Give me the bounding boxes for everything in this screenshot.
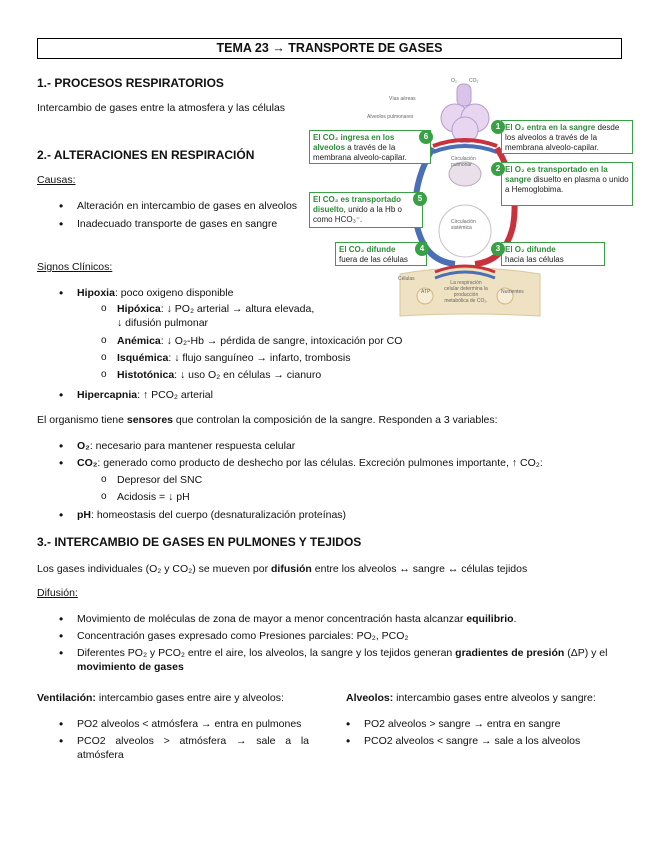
sensores-text: El organismo tiene sensores que controlan la composición de la sangre. Responden a 3 variables: [37,414,498,426]
step-1-badge: 1 [491,120,505,134]
list-item: • PO2 alveolos > sangre → entra en sangre [324,717,634,731]
ventilacion-list [37,717,309,762]
callout-1: El O₂ entra en la sangre desde los alveolos a través de la membrana alveolo-capilar. [501,120,633,154]
list-item: • Hipoxia: poco oxigeno disponible [37,286,597,300]
causas-list [37,199,299,231]
step-4-badge: 4 [415,242,429,256]
list-item: o Anémica: ↓ O₂-Hb → pérdida de sangre, intoxicación por CO [77,334,597,348]
list-item: o Isquémica: ↓ flujo sanguíneo → infarto, trombosis [77,351,597,365]
co2-sublist [77,473,477,504]
section-2-heading: 2.- ALTERACIONES EN RESPIRACIÓN [37,148,255,162]
ph-list [37,508,637,522]
list-item: o Histotónica: ↓ uso O₂ en células → cianuro [77,368,597,382]
section-3-heading: 3.- INTERCAMBIO DE GASES EN PULMONES Y TEJIDOS [37,535,362,549]
list-item: • PO2 alveolos < atmósfera → entra en pulmones [37,717,309,731]
list-item: • pH: homeostasis del cuerpo (desnaturalización proteínas) [37,508,637,522]
callout-6: El CO₂ ingresa en los alveolos a través de la membrana alveolo-capilar. [309,130,431,164]
causas-label: Causas: [37,174,76,186]
step-2-badge: 2 [491,162,505,176]
label-circ-pulmonar: Circulación pulmonar [451,156,476,168]
list-item: • Diferentes PO₂ y PCO₂ entre el aire, los alveolos, la sangre y los tejidos generan gradientes de presión (ΔP) y el movimiento de gases [37,646,627,674]
callout-3: El O₂ difunde hacia las células [501,242,605,266]
page-title: TEMA 23 → TRANSPORTE DE GASES [37,38,622,59]
label-o2-top: O₂ [451,78,457,84]
label-nutrientes: Nutrientes [501,289,524,295]
step-3-badge: 3 [491,242,505,256]
list-item: • PCO2 alveolos > atmósfera → sale a la atmósfera [37,734,309,762]
list-item: • Concentración gases expresado como Presiones parciales: PO₂, PCO₂ [37,629,627,643]
callout-2: El O₂ es transportado en la sangre disuelto en plasma o unido a Hemoglobima. [501,162,633,206]
alveolos-heading: Alveolos: intercambio gases entre alveolos y sangre: [346,692,596,704]
label-alveolos: Alveolos pulmonares [367,114,414,120]
alveolos-list [324,717,634,748]
label-vias: Vías aéreas [389,96,416,102]
difusion-label: Difusión: [37,587,78,599]
list-item: • Inadecuado transporte de gases en sangre [37,217,299,231]
list-item: • O₂: necesario para mantener respuesta celular [37,439,637,453]
step-5-badge: 5 [413,192,427,206]
ventilacion-heading: Ventilación: intercambio gases entre aire y alveolos: [37,692,284,704]
list-item: • Movimiento de moléculas de zona de mayor a menor concentración hasta alcanzar equilibrio. [37,612,627,626]
label-circ-sistemica: Circulación sistémica [451,219,476,231]
difusion-list [37,612,627,674]
list-item: • Hipercapnia: ↑ PCO₂ arterial [37,388,597,402]
list-item: o Hipóxica: ↓ PO₂ arterial → altura elevada, ↓ difusión pulmonar [77,302,317,333]
gas-transport-figure [305,76,635,320]
callout-5: El CO₂ es transportado disuelto, unido a la Hb o como HCO₃⁻. [309,192,423,228]
label-respiracion: La respiración celular determina la producción metabólica de CO₂. [444,280,488,304]
list-item: o Depresor del SNC [77,473,477,487]
variables-list [37,439,637,470]
step-6-badge: 6 [419,130,433,144]
signos-label: Signos Clínicos: [37,261,113,273]
list-item: • PCO2 alveolos < sangre → sale a los alveolos [324,734,634,748]
section-1-text: Intercambio de gases entre la atmosfera y las células [37,102,286,114]
list-item: o Acidosis = ↓ pH [77,490,477,504]
list-item: • CO₂: generado como producto de deshecho por las células. Excreción pulmones importante, ↑ CO₂: [37,456,637,470]
label-atp: ATP [421,289,431,295]
section-3-intro: Los gases individuales (O₂ y CO₂) se mueven por difusión entre los alveolos ↔ sangre ↔ células tejidos [37,563,528,575]
section-1-heading: 1.- PROCESOS RESPIRATORIOS [37,76,224,90]
label-co2-top: CO₂ [469,78,479,84]
hipercapnia-list [37,388,597,402]
label-celulas: Células [398,276,415,282]
callout-4: El CO₂ difunde fuera de las células [335,242,427,266]
list-item: • Alteración en intercambio de gases en alveolos [37,199,299,213]
